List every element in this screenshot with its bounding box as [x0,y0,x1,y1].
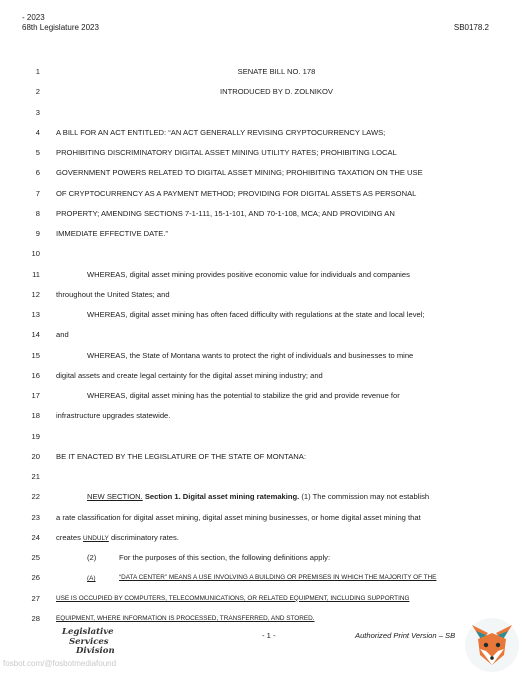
line-text: USE IS OCCUPIED BY COMPUTERS, TELECOMMUNICATIONS, OR RELATED EQUIPMENT, INCLUDING SUPPORTING [56,594,410,602]
bill-line [0,126,525,140]
authorized-print-version: Authorized Print Version – SB [355,631,456,640]
line-text: EQUIPMENT, WHERE INFORMATION IS PROCESSED, TRANSFERRED, AND STORED. [56,614,315,622]
line-number: 20 [31,451,40,461]
line-number: 27 [31,593,40,603]
line-text: SENATE BILL NO. 178 [237,67,316,76]
bill-line [0,369,525,383]
bill-line [0,328,525,342]
bill-line [0,389,525,403]
bill-line [0,450,525,464]
legislative-services-logo: Legislative Services Division [62,627,115,656]
line-text: infrastructure upgrades statewide. [56,411,171,421]
bill-line [0,85,525,99]
line-text: PROPERTY; AMENDING SECTIONS 7-1-111, 15-1-101, AND 70-1-108, MCA; AND PROVIDING AN [56,208,395,218]
subsection-marker: (A) [87,575,96,583]
page-number: - 1 - [262,631,276,640]
line-text: throughout the United States; and [56,289,170,299]
bill-line [0,470,525,484]
bill-line [0,268,525,282]
line-text: WHEREAS, digital asset mining has often faced difficulty with regulations at the state and local level; [87,310,425,319]
header-bill-code: SB0178.2 [453,23,489,32]
bill-line [0,531,525,545]
line-text: IMMEDIATE EFFECTIVE DATE.” [56,229,168,238]
line-number: 9 [35,229,40,238]
line-number: 15 [31,350,40,360]
line-number: 22 [31,492,40,502]
line-text: and [56,330,69,340]
line-number: 12 [31,289,40,299]
line-number: 6 [35,168,40,178]
bill-line [0,227,525,241]
line-number: 3 [35,107,40,117]
line-number: 16 [31,370,40,380]
line-text: WHEREAS, digital asset mining provides positive economic value for individuals and companies [87,269,410,279]
line-number: 17 [31,391,40,400]
header-legislature: 68th Legislature 2023 [22,23,99,32]
line-text: PROHIBITING DISCRIMINATORY DIGITAL ASSET MINING UTILITY RATES; PROHIBITING LOCAL [56,148,397,157]
line-text: (A) “DATA CENTER” MEANS A USE INVOLVING A BUILDING OR PREMISES IN WHICH THE MAJORITY OF THE [87,574,437,583]
line-number: 8 [35,208,40,218]
line-text: A BILL FOR AN ACT ENTITLED: “AN ACT GENERALLY REVISING CRYPTOCURRENCY LAWS; [56,127,386,137]
line-number: 18 [31,411,40,421]
bill-line [0,308,525,322]
line-text: GOVERNMENT POWERS RELATED TO DIGITAL ASSET MINING; PROHIBITING TAXATION ON THE USE [56,168,423,178]
line-text: BE IT ENACTED BY THE LEGISLATURE OF THE STATE OF MONTANA: [56,451,306,461]
line-number: 10 [31,249,40,259]
bill-line [0,106,525,120]
line-number: 25 [31,553,40,562]
line-number: 11 [32,269,40,279]
line-number: 2 [35,87,40,97]
bill-line [0,166,525,180]
line-number: 7 [35,188,40,198]
header-year-line: - 2023 [22,13,45,22]
new-section-marker: NEW SECTION. [87,492,143,502]
line-text: WHEREAS, the State of Montana wants to protect the right of individuals and businesses to mine [87,350,414,360]
line-number: 26 [31,573,40,583]
line-number: 21 [31,472,40,481]
bill-line [0,571,525,585]
line-number: 19 [31,431,40,441]
inserted-text: UNDULY [83,534,109,542]
line-text: digital assets and create legal certainty for the digital asset mining industry; and [56,370,323,380]
line-text: WHEREAS, digital asset mining has the potential to stabilize the grid and provide revenue for [87,391,400,400]
bill-line [0,207,525,221]
line-text: a rate classification for digital asset mining, digital asset mining businesses, or home digital asset mining that [56,512,421,522]
bill-line [0,187,525,201]
bill-line [0,247,525,261]
bill-line [0,490,525,504]
line-text: OF CRYPTOCURRENCY AS A PAYMENT METHOD; PROVIDING FOR DIGITAL ASSETS AS PERSONAL [56,188,417,198]
line-number: 4 [35,127,40,137]
bill-line [0,409,525,423]
bill-line [0,65,525,79]
line-text: creates UNDULY discriminatory rates. [56,532,179,542]
line-number: 5 [35,148,40,157]
fox-logo-icon [462,611,522,673]
line-text: INTRODUCED BY D. ZOLNIKOV [220,87,333,97]
section-heading: Section 1. Digital asset mining ratemaking. [144,492,300,502]
section-text: (1) The commission may not establish [299,492,430,502]
line-number: 1 [35,67,40,76]
subsection-marker: (2) [87,553,97,562]
bill-line [0,349,525,363]
line-number: 28 [31,613,40,623]
bill-line [0,288,525,302]
line-text [87,490,429,504]
line-number: 24 [31,532,40,542]
bill-line [0,430,525,444]
watermark-text: fosbot.com/@fosbotmediafound [3,659,117,668]
bill-line [0,551,525,565]
line-text: (2) For the purposes of this section, the following definitions apply: [87,553,331,562]
line-number: 23 [31,512,40,522]
bill-line [0,592,525,606]
bill-line [0,511,525,525]
line-number: 14 [31,330,40,340]
line-number: 13 [31,310,40,319]
bill-line [0,612,525,626]
bill-line [0,146,525,160]
